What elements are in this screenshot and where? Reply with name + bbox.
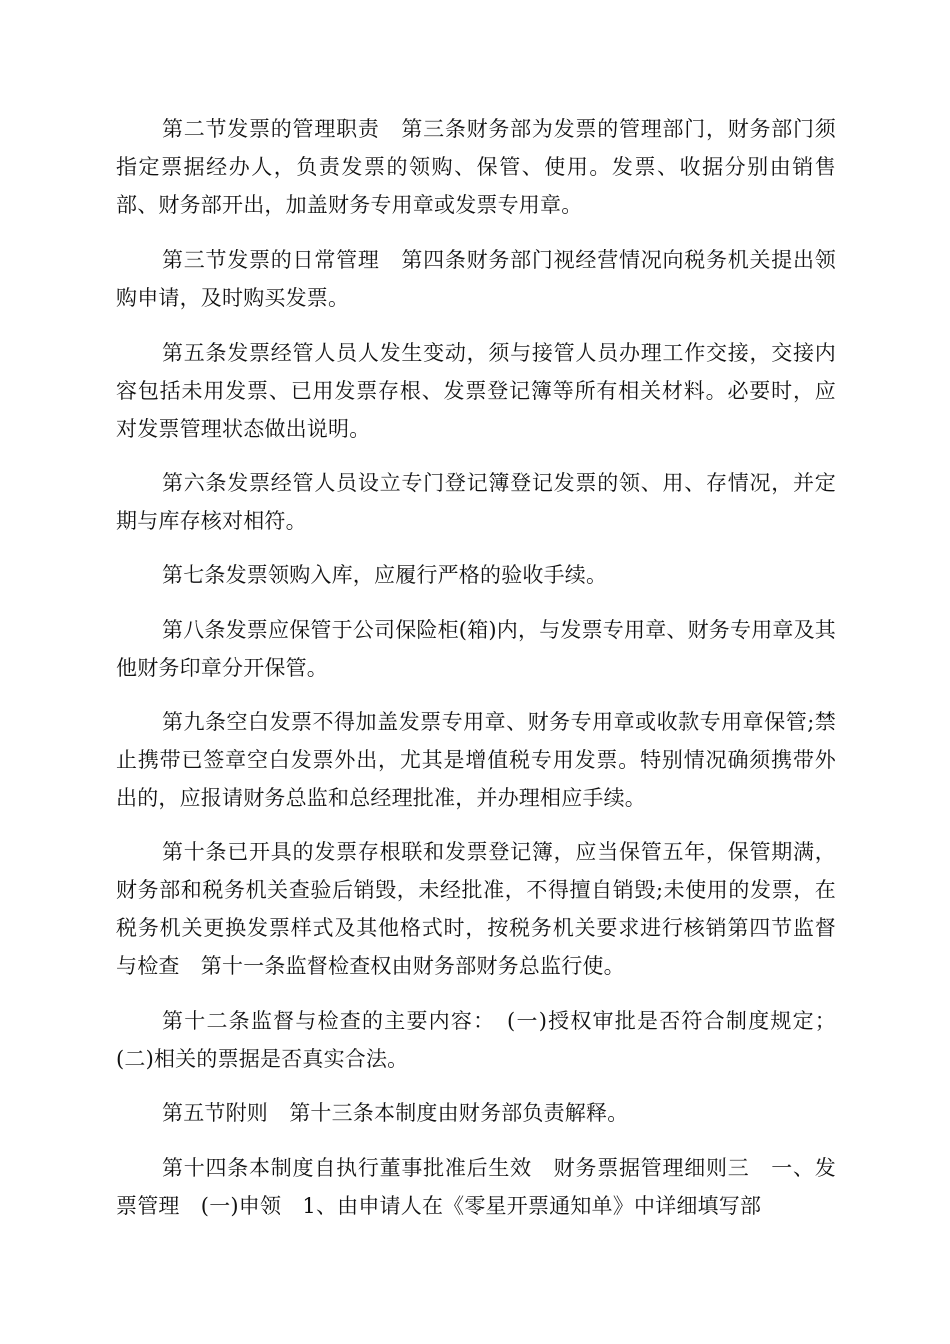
paragraph-article7: 第七条发票领购入库，应履行严格的验收手续。 [162, 563, 608, 587]
paragraph-article12: 第十二条监督与检查的主要内容： (一)授权审批是否符合制度规定；(二)相关的票据是否真实合法。 [116, 1009, 836, 1071]
paragraph-section3-article4: 第三节发票的日常管理 第四条财务部门视经营情况向税务机关提出领购申请，及时购买发票。 [116, 248, 836, 310]
paragraph-article9: 第九条空白发票不得加盖发票专用章、财务专用章或收款专用章保管;禁止携带已签章空白发票外出，尤其是增值税专用发票。特别情况确须携带外出的，应报请财务总监和总经理批准，并办理相应手续。 [116, 710, 836, 810]
paragraph-article14-invoice-rules: 第十四条本制度自执行董事批准后生效 财务票据管理细则三 一、发票管理 (一)申领 1、由申请人在《零星开票通知单》中详细填写部 [116, 1156, 836, 1218]
paragraph-section2-article3: 第二节发票的管理职责 第三条财务部为发票的管理部门，财务部门须指定票据经办人，负责发票的领购、保管、使用。发票、收据分别由销售部、财务部开出，加盖财务专用章或发票专用章。 [116, 117, 836, 217]
paragraph-section5-article13: 第五节附则 第十三条本制度由财务部负责解释。 [162, 1101, 629, 1125]
paragraph-article6: 第六条发票经管人员设立专门登记簿登记发票的领、用、存情况，并定期与库存核对相符。 [116, 471, 836, 533]
paragraph-article10-section4: 第十条已开具的发票存根联和发票登记簿，应当保管五年，保管期满，财务部和税务机关查验后销毁，未经批准，不得擅自销毁;未使用的发票，在税务机关更换发票样式及其他格式时，按税务机关要求进行核销第四节监督与检查 第十一条监督检查权由财务部财务总监行使。 [116, 840, 836, 978]
paragraph-article5: 第五条发票经管人员人发生变动，须与接管人员办理工作交接，交接内容包括未用发票、已用发票存根、发票登记簿等所有相关材料。必要时，应对发票管理状态做出说明。 [116, 341, 836, 441]
paragraph-article8: 第八条发票应保管于公司保险柜(箱)内，与发票专用章、财务专用章及其他财务印章分开保管。 [116, 618, 836, 680]
